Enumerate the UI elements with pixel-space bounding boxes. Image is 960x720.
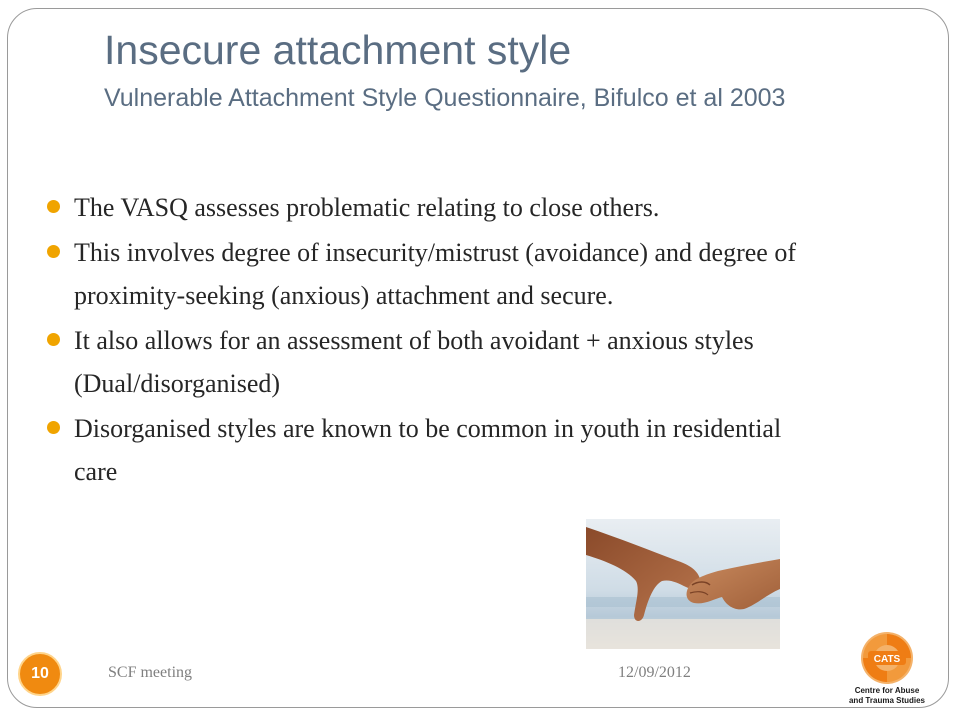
bullet-item — [46, 407, 826, 493]
cats-logo-mark — [832, 630, 942, 688]
bullet-dot-icon — [47, 421, 60, 434]
logo-caption-line: and Trauma Studies — [848, 696, 926, 705]
bullet-list — [46, 186, 826, 495]
bullet-dot-icon — [47, 333, 60, 346]
bullet-text: It also allows for an assessment of both avoidant + anxious styles (Dual/disorganised) — [74, 326, 754, 398]
hands-photo — [586, 519, 780, 649]
slide-subtitle: Vulnerable Attachment Style Questionnaire, Bifulco et al 2003 — [104, 84, 786, 112]
bullet-text: Disorganised styles are known to be common in youth in residential care — [74, 414, 782, 486]
bullet-text: The VASQ assesses problematic relating to close others. — [74, 193, 660, 222]
bullet-dot-icon — [47, 200, 60, 213]
footer-date: 12/09/2012 — [618, 664, 691, 681]
hands-photo-illustration — [586, 519, 780, 649]
logo-caption — [832, 686, 942, 706]
cats-logo — [832, 630, 942, 712]
bullet-item — [46, 186, 826, 229]
footer-text: SCF meeting — [108, 664, 193, 681]
bullet-item — [46, 231, 826, 317]
bullet-text: This involves degree of insecurity/mistrust (avoidance) and degree of proximity-seeking (anxious) attachment and secure. — [74, 238, 796, 310]
page-number-badge: 10 — [18, 652, 62, 696]
slide-title: Insecure attachment style — [104, 27, 572, 73]
bullet-item — [46, 319, 826, 405]
logo-abbrev: CATS — [873, 654, 901, 665]
logo-caption-line: Centre for Abuse — [854, 686, 920, 695]
bullet-dot-icon — [47, 245, 60, 258]
